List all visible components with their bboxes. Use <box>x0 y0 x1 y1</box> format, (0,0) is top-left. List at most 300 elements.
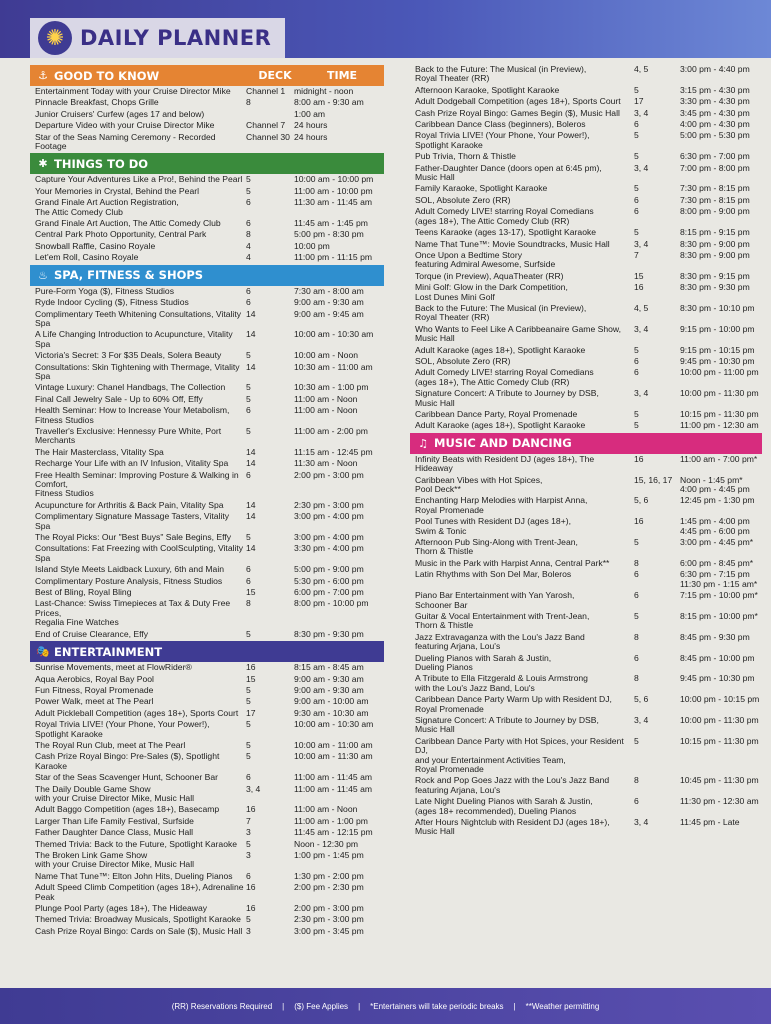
event-deck: 5 <box>634 344 639 355</box>
event-name: Acupuncture for Arthritis & Back Pain, Vitality Spa <box>35 499 224 510</box>
event-name: Enchanting Harp Melodies with Harpist Anna, Royal Promenade <box>415 495 588 515</box>
event-deck: 6 <box>634 652 639 663</box>
event-name: Central Park Photo Opportunity, Central Park <box>35 229 207 240</box>
event-deck: 15 <box>634 270 644 281</box>
event-time: 9:00 am - 9:30 am <box>294 684 364 695</box>
event-deck: 14 <box>246 308 256 319</box>
planner-title-badge <box>30 18 285 58</box>
event-time: 10:00 pm - 11:30 pm <box>680 714 759 725</box>
event-deck: 17 <box>634 96 644 107</box>
event-deck: 5 <box>246 838 251 849</box>
event-row <box>30 86 384 97</box>
event-row <box>30 405 384 426</box>
event-row <box>30 772 384 783</box>
event-time: 11:00 am - 11:45 am <box>294 772 373 783</box>
event-name: Ryde Indoor Cycling ($), Fitness Studios <box>35 297 189 308</box>
event-row <box>30 470 384 500</box>
event-row <box>30 132 384 153</box>
event-name: Father Daughter Dance Class, Music Hall <box>35 827 194 838</box>
event-name: Royal Trivia LIVE! (Your Phone, Your Power!), Spotlight Karaoke <box>415 130 590 150</box>
event-row <box>410 163 762 184</box>
event-deck: 5 <box>246 382 251 393</box>
event-deck: Channel 1 <box>246 86 286 96</box>
event-deck: 5 <box>634 84 639 95</box>
footer-note: | <box>282 1001 285 1011</box>
event-name: Family Karaoke, Spotlight Karaoke <box>415 183 548 194</box>
event-time: 9:00 am - 9:30 am <box>294 297 364 308</box>
event-deck: 8 <box>634 775 639 786</box>
event-deck: 5 <box>246 350 251 361</box>
event-name: Cash Prize Royal Bingo: Pre-Sales ($), Spotlight Karaoke <box>35 751 220 771</box>
event-row <box>410 796 762 817</box>
event-deck: 8 <box>634 673 639 684</box>
event-deck: 16 <box>246 662 256 673</box>
event-name: Guitar & Vocal Entertainment with Trent-Jean, Thorn & Thistle <box>415 610 590 631</box>
event-row <box>30 784 384 805</box>
event-row <box>30 685 384 696</box>
event-name: Latin Rhythms with Son Del Mar, Boleros <box>415 569 572 580</box>
event-row <box>30 882 384 903</box>
event-time: 10:00 am - 11:00 am <box>294 739 373 750</box>
event-deck: 3 <box>246 925 251 936</box>
event-name: Signature Concert: A Tribute to Journey by DSB, Music Hall <box>415 388 599 408</box>
event-row <box>410 817 762 838</box>
event-deck: 5 <box>246 185 251 196</box>
event-deck: 14 <box>246 458 256 469</box>
event-time: 10:30 am - 1:00 pm <box>294 382 369 393</box>
event-name: Caribbean Dance Party Warm Up with Resident DJ, Royal Promenade <box>415 694 612 714</box>
event-deck: 16 <box>634 453 644 464</box>
event-name: Pub Trivia, Thorn & Thistle <box>415 151 516 162</box>
event-time: Noon - 12:30 pm <box>294 838 359 849</box>
event-row <box>30 109 384 120</box>
event-name: SOL, Absolute Zero (RR) <box>415 355 511 366</box>
event-name: Recharge Your Life with an IV Infusion, Vitality Spa <box>35 458 229 469</box>
event-deck: 5, 6 <box>634 694 649 705</box>
event-deck: 6 <box>634 206 639 217</box>
section-title: THINGS TO DO <box>54 156 149 171</box>
event-row <box>410 420 762 431</box>
event-row <box>410 356 762 367</box>
event-name: Adult Speed Climb Competition (ages 18+), Adrenaline Peak <box>35 882 244 902</box>
event-row <box>30 447 384 458</box>
section-title: SPA, FITNESS & SHOPS <box>54 268 204 283</box>
event-row <box>410 195 762 206</box>
section-good <box>30 65 384 152</box>
event-row <box>410 495 762 516</box>
event-deck: 5 <box>246 174 251 185</box>
event-row <box>30 696 384 707</box>
section-header <box>30 265 384 286</box>
event-row <box>410 590 762 611</box>
event-row <box>30 629 384 640</box>
event-time: 2:00 pm - 3:00 pm <box>294 903 364 914</box>
good-icon: ⚓ <box>38 69 48 82</box>
event-time: 24 hours <box>294 131 328 142</box>
event-deck: 16 <box>246 804 256 815</box>
event-name: Power Walk, meet at The Pearl <box>35 696 154 707</box>
event-row <box>410 632 762 653</box>
event-deck: 4 <box>246 240 251 251</box>
event-row <box>410 367 762 388</box>
spa-icon: ♨ <box>38 268 48 282</box>
event-row <box>30 120 384 131</box>
event-time: 2:30 pm - 3:00 pm <box>294 499 364 510</box>
event-time: 8:00 pm - 9:00 pm <box>680 206 750 217</box>
event-name: Back to the Future: The Musical (in Preview), Royal Theater (RR) <box>415 64 587 84</box>
event-row <box>30 587 384 598</box>
event-row <box>410 715 762 736</box>
event-name: Dueling Pianos with Sarah & Justin, Dueling Pianos <box>415 652 552 672</box>
event-name: After Hours Nightclub with Resident DJ (ages 18+), Music Hall <box>415 817 610 837</box>
event-name: Consultations: Skin Tightening with Thermage, Vitality Spa <box>35 361 240 381</box>
event-row <box>30 309 384 330</box>
event-row <box>30 871 384 882</box>
event-deck: 5 <box>634 537 639 548</box>
event-row <box>410 454 762 475</box>
event-time: 9:00 am - 9:45 am <box>294 308 364 319</box>
event-time: 11:45 am - 12:15 pm <box>294 827 373 838</box>
event-deck: 8 <box>246 229 251 240</box>
event-name: Pinnacle Breakfast, Chops Grille <box>35 97 159 108</box>
event-deck: 6 <box>634 355 639 366</box>
event-deck: 15, 16, 17 <box>634 474 673 485</box>
event-time: 5:00 pm - 9:00 pm <box>294 564 364 575</box>
event-time: 5:30 pm - 6:00 pm <box>294 575 364 586</box>
event-name: Themed Trivia: Back to the Future, Spotlight Karaoke <box>35 838 238 849</box>
event-time: 9:15 pm - 10:15 pm <box>680 344 755 355</box>
event-time: 8:45 pm - 10:00 pm <box>680 652 755 663</box>
event-time: 8:30 pm - 10:10 pm <box>680 302 755 313</box>
event-time: 10:00 am - 10:30 am <box>294 329 374 340</box>
event-time: midnight - noon <box>294 86 354 96</box>
event-deck: 3, 4 <box>246 783 261 794</box>
event-row <box>410 108 762 119</box>
event-name: Health Seminar: How to Increase Your Metabolism, Fitness Studios <box>35 405 230 425</box>
event-row <box>30 426 384 447</box>
event-name: Caribbean Vibes with Hot Spices, Pool Deck** <box>415 474 543 495</box>
event-deck: 4, 5 <box>634 64 649 74</box>
event-row <box>30 458 384 469</box>
event-name: Entertainment Today with your Cruise Director Mike <box>35 86 231 96</box>
event-row <box>30 218 384 229</box>
event-row <box>410 673 762 694</box>
event-deck: 5 <box>246 684 251 695</box>
event-row <box>30 174 384 185</box>
event-deck: 14 <box>246 329 256 340</box>
event-time: 6:30 pm - 7:15 pm 11:30 pm - 1:15 am* <box>680 569 758 589</box>
event-row <box>30 186 384 197</box>
event-deck: 16 <box>246 903 256 914</box>
event-row <box>30 329 384 350</box>
event-row <box>30 543 384 564</box>
event-time: 10:00 am - 10:30 am <box>294 719 374 730</box>
section-title: GOOD TO KNOW <box>54 68 160 83</box>
event-name: Capture Your Adventures Like a Pro!, Behind the Pearl <box>35 174 243 185</box>
event-time: 10:00 pm - 11:00 pm <box>680 367 759 378</box>
event-time: 3:00 pm - 4:00 pm <box>294 511 364 522</box>
event-deck: 5 <box>634 130 639 141</box>
event-row <box>30 674 384 685</box>
event-deck: 5, 6 <box>634 495 649 506</box>
event-time: 1:30 pm - 2:00 pm <box>294 870 364 881</box>
event-name: Who Wants to Feel Like A Caribbeanaire Game Show, Music Hall <box>415 323 622 344</box>
event-deck: Channel 30 <box>246 131 290 142</box>
event-name: The Hair Masterclass, Vitality Spa <box>35 446 164 457</box>
event-time: 2:00 pm - 2:30 pm <box>294 882 364 893</box>
event-deck: 5 <box>246 393 251 404</box>
event-deck: 5 <box>634 183 639 194</box>
event-name: Consultations: Fat Freezing with CoolSculpting, Vitality Spa <box>35 543 244 563</box>
event-row <box>30 350 384 361</box>
event-deck: 6 <box>634 569 639 580</box>
event-name: Late Night Dueling Pianos with Sarah & Justin, (ages 18+ recommended), Dueling Pianos <box>415 796 593 816</box>
event-time: 3:45 pm - 4:30 pm <box>680 107 750 118</box>
section-header <box>410 433 762 454</box>
event-name: Grand Finale Art Auction Registration, The Attic Comedy Club <box>35 197 179 217</box>
event-time: 8:15 pm - 10:00 pm* <box>680 610 758 621</box>
event-deck: 5 <box>246 751 251 762</box>
event-name: Complimentary Posture Analysis, Fitness Studios <box>35 575 223 586</box>
event-name: Island Style Meets Laidback Luxury, 6th and Main <box>35 564 225 575</box>
event-name: Torque (in Preview), AquaTheater (RR) <box>415 270 564 281</box>
event-time: 11:00 am - 7:00 pm* <box>680 453 758 464</box>
event-deck: 3, 4 <box>634 817 649 828</box>
event-row <box>30 286 384 297</box>
event-name: Signature Concert: A Tribute to Journey by DSB, Music Hall <box>415 714 599 735</box>
event-row <box>30 511 384 532</box>
event-time: 8:30 pm - 9:30 pm <box>294 628 364 639</box>
event-deck: 3 <box>246 850 251 860</box>
section-music <box>410 433 762 838</box>
event-time: 11:00 am - 11:45 am <box>294 783 373 794</box>
event-row <box>30 708 384 719</box>
event-row <box>410 151 762 162</box>
event-deck: 3, 4 <box>634 388 649 399</box>
sun-icon: ✺ <box>38 21 72 55</box>
event-row <box>30 382 384 393</box>
event-time: 1:45 pm - 4:00 pm 4:45 pm - 6:00 pm <box>680 516 750 536</box>
event-time: 10:45 pm - 11:30 pm <box>680 775 759 786</box>
section-todo <box>30 153 384 263</box>
event-row <box>30 564 384 575</box>
event-deck: 14 <box>246 543 256 554</box>
event-deck: 6 <box>246 772 251 783</box>
event-time: 8:30 pm - 9:00 pm <box>680 238 750 249</box>
event-time: 3:30 pm - 4:30 pm <box>680 96 750 107</box>
event-deck: 6 <box>246 575 251 586</box>
event-time: 7:30 pm - 8:15 pm <box>680 183 750 194</box>
event-row <box>30 500 384 511</box>
event-deck: 7 <box>246 815 251 826</box>
event-name: Caribbean Dance Party, Royal Promenade <box>415 409 578 419</box>
footer-note: **Weather permitting <box>525 1001 600 1011</box>
event-deck: 6 <box>246 564 251 575</box>
event-name: Adult Comedy LIVE! starring Royal Comedians (ages 18+), The Attic Comedy Club (RR) <box>415 206 594 226</box>
event-time: 11:00 am - 10:00 pm <box>294 185 373 196</box>
event-row <box>30 804 384 815</box>
event-deck: 3, 4 <box>634 714 649 725</box>
event-name: Afternoon Karaoke, Spotlight Karaoke <box>415 84 560 95</box>
event-deck: 5 <box>634 409 639 419</box>
event-row <box>30 719 384 740</box>
event-time: 3:00 pm - 4:40 pm <box>680 64 750 74</box>
event-row <box>30 839 384 850</box>
event-row <box>30 850 384 871</box>
event-deck: 5 <box>246 914 251 925</box>
event-deck: 6 <box>246 469 251 480</box>
event-time: 11:00 am - Noon <box>294 405 358 416</box>
event-deck: 5 <box>634 420 639 431</box>
event-row <box>30 197 384 218</box>
event-name: Last-Chance: Swiss Timepieces at Tax & Duty Free Prices, Regalia Fine Watches <box>35 598 231 628</box>
event-row <box>410 653 762 674</box>
event-name: Junior Cruisers' Curfew (ages 17 and below) <box>35 108 205 119</box>
event-name: Father-Daughter Dance (doors open at 6:45 pm), Music Hall <box>415 162 602 183</box>
event-deck: 5 <box>246 696 251 707</box>
event-row <box>410 250 762 271</box>
event-deck: 4, 5 <box>634 302 649 313</box>
event-time: 8:30 pm - 9:15 pm <box>680 270 750 281</box>
event-name: Back to the Future: The Musical (in Preview), Royal Theater (RR) <box>415 302 587 323</box>
event-row <box>30 532 384 543</box>
event-name: Complimentary Signature Massage Tasters, Vitality Spa <box>35 511 230 531</box>
event-time: 5:00 pm - 8:30 pm <box>294 229 364 240</box>
section-cont <box>410 64 762 432</box>
event-time: 9:30 am - 10:30 am <box>294 707 369 718</box>
event-deck: 7 <box>634 249 639 260</box>
event-deck: 17 <box>246 707 256 718</box>
event-time: 11:30 am - 11:45 am <box>294 197 373 208</box>
event-row <box>410 388 762 409</box>
event-deck: 3, 4 <box>634 323 649 334</box>
event-time: 10:00 am - 11:30 am <box>294 751 373 762</box>
event-name: Final Call Jewelry Sale - Up to 60% Off, Effy <box>35 393 203 404</box>
footer-note: *Entertainers will take periodic breaks <box>370 1001 504 1011</box>
deck-column-header: DECK <box>258 69 292 82</box>
event-row <box>410 119 762 130</box>
event-name: Plunge Pool Party (ages 18+), The Hideaway <box>35 903 208 914</box>
event-time: 8:30 pm - 9:30 pm <box>680 282 750 293</box>
event-name: Fun Fitness, Royal Promenade <box>35 684 154 695</box>
event-name: Mini Golf: Glow in the Dark Competition, Lost Dunes Mini Golf <box>415 282 568 302</box>
event-row <box>410 694 762 715</box>
event-name: Complimentary Teeth Whitening Consultations, Vitality Spa <box>35 308 242 328</box>
event-row <box>410 96 762 107</box>
event-time: 11:00 am - 1:00 pm <box>294 815 368 826</box>
event-time: 9:00 am - 10:00 am <box>294 696 369 707</box>
event-row <box>30 926 384 937</box>
time-column-header: TIME <box>326 69 358 82</box>
event-row <box>30 816 384 827</box>
event-time: 11:00 am - Noon <box>294 804 358 815</box>
event-row <box>410 206 762 227</box>
event-time: 3:15 pm - 4:30 pm <box>680 84 750 95</box>
event-name: Pure-Form Yoga ($), Fitness Studios <box>35 285 174 296</box>
event-time: 8:15 am - 8:45 am <box>294 662 364 673</box>
event-name: Once Upon a Bedtime Story featuring Admiral Awesome, Surfside <box>415 249 556 270</box>
event-name: Adult Comedy LIVE! starring Royal Comedians (ages 18+), The Attic Comedy Club (RR) <box>415 367 594 387</box>
event-time: 7:15 pm - 10:00 pm* <box>680 590 758 601</box>
event-deck: 6 <box>246 297 251 308</box>
event-time: 11:30 am - Noon <box>294 458 358 469</box>
ent-icon: 🎭 <box>36 645 50 659</box>
event-deck: 16 <box>246 882 256 893</box>
section-header <box>30 641 384 662</box>
event-time: 2:00 pm - 3:00 pm <box>294 469 364 480</box>
event-time: 11:00 pm - 11:15 pm <box>294 252 373 263</box>
event-time: 6:00 pm - 8:45 pm* <box>680 557 754 568</box>
event-row <box>410 611 762 632</box>
event-time: 7:00 pm - 8:00 pm <box>680 162 750 173</box>
event-time: 8:00 am - 9:30 am <box>294 97 364 108</box>
event-deck: 5 <box>634 735 639 746</box>
event-name: Cash Prize Royal Bingo: Games Begin ($), Music Hall <box>415 107 620 118</box>
footer-note: | <box>358 1001 361 1011</box>
event-deck: 16 <box>634 516 644 527</box>
footer-legend <box>0 988 771 1024</box>
event-name: Aqua Aerobics, Royal Bay Pool <box>35 673 154 684</box>
event-deck: 5 <box>246 719 251 730</box>
event-name: Sunrise Movements, meet at FlowRider® <box>35 662 192 673</box>
event-name: Grand Finale Art Auction, The Attic Comedy Club <box>35 218 221 229</box>
event-row <box>410 324 762 345</box>
event-time: 11:15 am - 12:45 pm <box>294 446 373 457</box>
event-deck: 14 <box>246 361 256 372</box>
event-name: The Daily Double Game Show with your Cruise Director Mike, Music Hall <box>35 783 195 803</box>
page-title: DAILY PLANNER <box>80 26 272 50</box>
event-name: Adult Baggo Competition (ages 18+), Basecamp <box>35 804 220 815</box>
event-time: 2:30 pm - 3:00 pm <box>294 914 364 925</box>
event-time: 10:30 am - 11:00 am <box>294 361 373 372</box>
event-row <box>30 740 384 751</box>
event-name: Your Memories in Crystal, Behind the Pearl <box>35 185 199 196</box>
event-row <box>30 229 384 240</box>
event-deck: 14 <box>246 446 256 457</box>
event-time: 11:00 am - Noon <box>294 393 358 404</box>
event-time: 11:45 pm - Late <box>680 817 740 828</box>
event-time: 6:30 pm - 7:00 pm <box>680 151 750 162</box>
right-column <box>410 64 762 838</box>
event-name: Victoria's Secret: 3 For $35 Deals, Solera Beauty <box>35 350 222 361</box>
event-deck: 14 <box>246 499 256 510</box>
event-time: 10:00 am - 10:00 pm <box>294 174 374 185</box>
event-name: SOL, Absolute Zero (RR) <box>415 194 511 205</box>
event-name: The Broken Link Game Show with your Cruise Director Mike, Music Hall <box>35 850 195 870</box>
event-deck: 5 <box>246 532 251 543</box>
event-time: 10:00 pm - 10:15 pm <box>680 694 760 705</box>
event-time: 3:00 pm - 3:45 pm <box>294 925 364 936</box>
event-deck: 3, 4 <box>634 107 649 118</box>
event-row <box>410 183 762 194</box>
event-name: The Royal Run Club, meet at The Pearl <box>35 739 186 750</box>
event-time: 11:00 pm - 12:30 am <box>680 420 759 431</box>
section-spa <box>30 265 384 640</box>
event-name: Traveller's Exclusive: Hennessy Pure White, Port Merchants <box>35 425 222 446</box>
section-header <box>30 153 384 174</box>
event-deck: 4 <box>246 252 251 263</box>
event-deck: 6 <box>634 796 639 807</box>
event-deck: 16 <box>634 282 644 293</box>
event-row <box>30 827 384 838</box>
event-time: 4:00 pm - 4:30 pm <box>680 119 750 130</box>
event-row <box>410 345 762 356</box>
event-name: Free Health Seminar: Improving Posture & Walking in Comfort, Fitness Studios <box>35 469 239 499</box>
event-deck: 8 <box>246 97 251 108</box>
event-row <box>410 303 762 324</box>
event-row <box>30 241 384 252</box>
todo-icon: ✱ <box>38 157 48 171</box>
